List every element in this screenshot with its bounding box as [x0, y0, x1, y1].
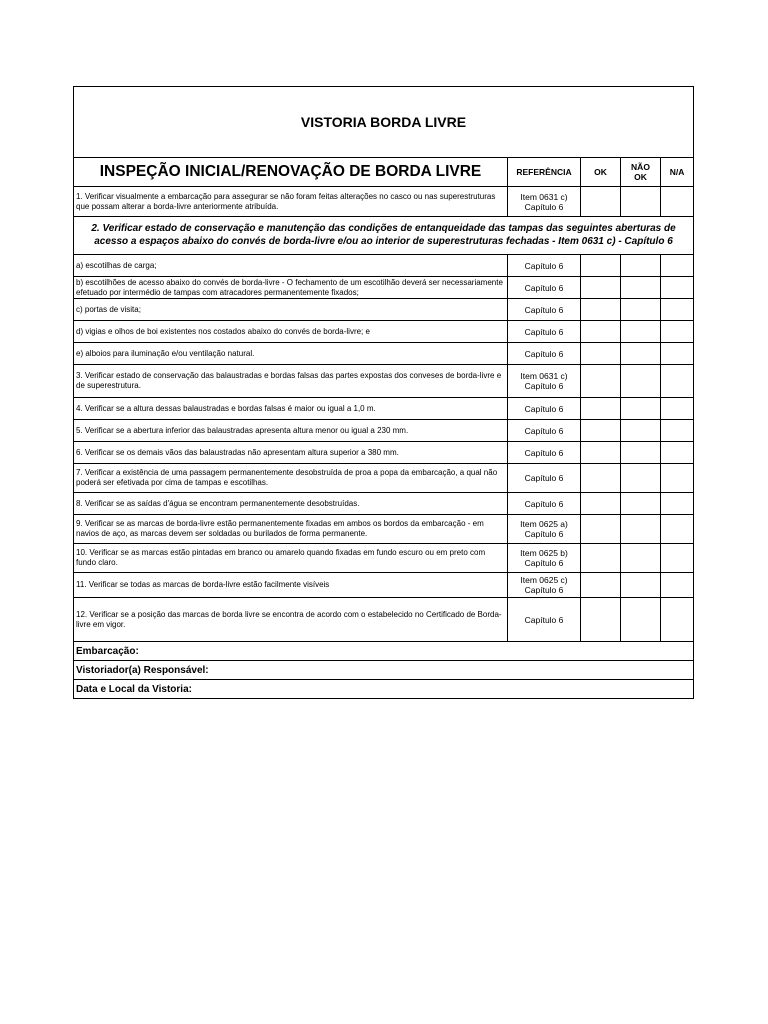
ok-checkbox-cell[interactable] [581, 365, 621, 398]
reference-line-1: Item 0631 c) [520, 371, 568, 381]
item-description: c) portas de visita; [74, 299, 508, 321]
item-description: b) escotilhões de acesso abaixo do convés de borda-livre - O fechamento de um escotilhão deverá ser necessariamente efetuado por intermédio de tampas com atracadores permanentemente fixados; [74, 277, 508, 299]
item-reference [508, 464, 581, 493]
section-heading: INSPEÇÃO INICIAL/RENOVAÇÃO DE BORDA LIVRE [74, 158, 508, 187]
ok-checkbox-cell[interactable] [581, 187, 621, 217]
item-reference [508, 442, 581, 464]
reference-line-2: Capítulo 6 [524, 585, 564, 595]
item-description: 4. Verificar se a altura dessas balaustradas e bordas falsas é maior ou igual a 1,0 m. [74, 398, 508, 420]
ok-checkbox-cell[interactable] [581, 398, 621, 420]
checklist-row [74, 420, 694, 442]
reference-line-1: Item 0625 c) [520, 575, 568, 585]
ok-checkbox-cell[interactable] [581, 464, 621, 493]
reference-line-1: Capítulo 6 [524, 447, 564, 458]
reference-line-1: Capítulo 6 [524, 282, 564, 293]
reference-line-1: Capítulo 6 [524, 498, 564, 509]
form-title: VISTORIA BORDA LIVRE [74, 87, 694, 158]
reference-line-2: Capítulo 6 [524, 201, 564, 212]
ok-checkbox-cell[interactable] [581, 493, 621, 515]
na-checkbox-cell[interactable] [661, 493, 694, 515]
ok-checkbox-cell[interactable] [581, 442, 621, 464]
item-reference [508, 493, 581, 515]
item-description: 1. Verificar visualmente a embarcação para assegurar se não foram feitas alterações no casco ou nas superestruturas que possam alterar a borda-livre anteriormente atribuída. [74, 187, 508, 217]
item-reference [508, 598, 581, 642]
item-reference [508, 420, 581, 442]
checklist-row [74, 343, 694, 365]
item-description: 9. Verificar se as marcas de borda-livre estão permanentemente fixadas em ambos os bordos da embarcação - em navios de aço, as marcas devem ser soldadas ou burilados de forma permanente. [74, 515, 508, 544]
reference-line-1: Capítulo 6 [524, 403, 564, 414]
ok-checkbox-cell[interactable] [581, 277, 621, 299]
ok-checkbox-cell[interactable] [581, 420, 621, 442]
item-description: 11. Verificar se todas as marcas de borda-livre estão facilmente visíveis [74, 573, 508, 598]
na-checkbox-cell[interactable] [661, 464, 694, 493]
checklist-row [74, 598, 694, 642]
date-location-field[interactable]: Data e Local da Vistoria: [74, 680, 694, 699]
checklist-row [74, 277, 694, 299]
item-description: 12. Verificar se a posição das marcas de borda livre se encontra de acordo com o estabelecido no Certificado de Borda-livre em vigor. [74, 598, 508, 642]
reference-line-1: Capítulo 6 [524, 425, 564, 436]
item-description: 5. Verificar se a abertura inferior das balaustradas apresenta altura menor ou igual a 230 mm. [74, 420, 508, 442]
item-reference [508, 321, 581, 343]
item-description: 10. Verificar se as marcas estão pintadas em branco ou amarelo quando fixadas em fundo escuro ou em preto com fundo claro. [74, 544, 508, 573]
item-description: 3. Verificar estado de conservação das balaustradas e bordas falsas das partes expostas dos conveses de borda-livre e de superestrutura. [74, 365, 508, 398]
nao-ok-checkbox-cell[interactable] [621, 299, 661, 321]
reference-line-1: Capítulo 6 [524, 304, 564, 315]
item-description: 6. Verificar se os demais vãos das balaustradas não apresentam altura superior a 380 mm. [74, 442, 508, 464]
na-checkbox-cell[interactable] [661, 299, 694, 321]
column-header-reference: REFERÊNCIA [508, 158, 581, 187]
na-checkbox-cell[interactable] [661, 544, 694, 573]
ok-checkbox-cell[interactable] [581, 321, 621, 343]
item-reference [508, 343, 581, 365]
reference-line-2: Capítulo 6 [524, 381, 564, 391]
na-checkbox-cell[interactable] [661, 398, 694, 420]
reference-line-1: Item 0625 a) [520, 519, 568, 529]
nao-ok-checkbox-cell[interactable] [621, 598, 661, 642]
item-reference [508, 299, 581, 321]
ok-checkbox-cell[interactable] [581, 299, 621, 321]
item-reference [508, 398, 581, 420]
ok-checkbox-cell[interactable] [581, 573, 621, 598]
reference-line-1: Item 0625 b) [520, 548, 568, 558]
nao-label: NÃO [631, 162, 650, 172]
ok-checkbox-cell[interactable] [581, 255, 621, 277]
item-reference [508, 573, 581, 598]
item-description: d) vigias e olhos de boi existentes nos costados abaixo do convés de borda-livre; e [74, 321, 508, 343]
item-description: 8. Verificar se as saídas d'água se encontram permanentemente desobstruídas. [74, 493, 508, 515]
nao-ok-checkbox-cell[interactable] [621, 544, 661, 573]
ok-checkbox-cell[interactable] [581, 598, 621, 642]
ok-checkbox-cell[interactable] [581, 544, 621, 573]
inspection-form-table [73, 86, 694, 699]
vessel-field[interactable]: Embarcação: [74, 642, 694, 661]
na-checkbox-cell[interactable] [661, 187, 694, 217]
checklist-row [74, 573, 694, 598]
na-checkbox-cell[interactable] [661, 573, 694, 598]
section-2-heading: 2. Verificar estado de conservação e manutenção das condições de entanqueidade das tampas das seguintes aberturas de acesso a espaços abaixo do convés de borda-livre e/ou ao interior de superestruturas fechadas - Item 0631 c) - Capítulo 6 [74, 217, 694, 255]
nao-ok-checkbox-cell[interactable] [621, 442, 661, 464]
na-checkbox-cell[interactable] [661, 442, 694, 464]
na-checkbox-cell[interactable] [661, 515, 694, 544]
na-checkbox-cell[interactable] [661, 365, 694, 398]
checklist-row [74, 544, 694, 573]
checklist-row [74, 299, 694, 321]
item-description: e) alboios para iluminação e/ou ventilação natural. [74, 343, 508, 365]
na-checkbox-cell[interactable] [661, 321, 694, 343]
nao-ok-checkbox-cell[interactable] [621, 573, 661, 598]
checklist-row [74, 515, 694, 544]
na-checkbox-cell[interactable] [661, 277, 694, 299]
ok-checkbox-cell[interactable] [581, 515, 621, 544]
reference-line-1: Capítulo 6 [524, 326, 564, 337]
column-header-ok: OK [581, 158, 621, 187]
nao-ok-checkbox-cell[interactable] [621, 365, 661, 398]
item-description: 7. Verificar a existência de uma passagem permanentemente desobstruída de proa a popa da embarcação, a qual não poderá ser efetivada por cima de tampas e escotilhas. [74, 464, 508, 493]
na-checkbox-cell[interactable] [661, 343, 694, 365]
ok-checkbox-cell[interactable] [581, 343, 621, 365]
checklist-row [74, 493, 694, 515]
checklist-row [74, 365, 694, 398]
reference-line-2: Capítulo 6 [524, 529, 564, 539]
reference-line-1: Item 0631 c) [520, 191, 568, 202]
checklist-row [74, 398, 694, 420]
item-reference [508, 365, 581, 398]
nao-ok-checkbox-cell[interactable] [621, 464, 661, 493]
column-header-na: N/A [661, 158, 694, 187]
nao-ok-checkbox-cell[interactable] [621, 398, 661, 420]
reference-line-1: Capítulo 6 [524, 348, 564, 359]
na-checkbox-cell[interactable] [661, 598, 694, 642]
nao-ok-checkbox-cell[interactable] [621, 255, 661, 277]
nao-ok-checkbox-cell[interactable] [621, 493, 661, 515]
nao-ok-checkbox-cell[interactable] [621, 277, 661, 299]
nao-ok-checkbox-cell[interactable] [621, 420, 661, 442]
item-reference [508, 277, 581, 299]
item-reference [508, 255, 581, 277]
checklist-row [74, 321, 694, 343]
checklist-row [74, 255, 694, 277]
inspector-field[interactable]: Vistoriador(a) Responsável: [74, 661, 694, 680]
nao-ok-checkbox-cell[interactable] [621, 321, 661, 343]
item-description: a) escotilhas de carga; [74, 255, 508, 277]
item-reference [508, 515, 581, 544]
reference-line-2: Capítulo 6 [524, 558, 564, 568]
reference-line-1: Capítulo 6 [524, 473, 564, 483]
column-header-nao-ok [621, 158, 661, 187]
checklist-row [74, 464, 694, 493]
nao-ok-checkbox-cell[interactable] [621, 187, 661, 217]
reference-line-1: Capítulo 6 [524, 614, 564, 625]
item-reference [508, 544, 581, 573]
checklist-row [74, 442, 694, 464]
nao-ok-checkbox-cell[interactable] [621, 515, 661, 544]
na-checkbox-cell[interactable] [661, 420, 694, 442]
na-checkbox-cell[interactable] [661, 255, 694, 277]
ok-label: OK [634, 172, 647, 182]
nao-ok-checkbox-cell[interactable] [621, 343, 661, 365]
reference-line-1: Capítulo 6 [524, 260, 564, 271]
item-reference [508, 187, 581, 217]
